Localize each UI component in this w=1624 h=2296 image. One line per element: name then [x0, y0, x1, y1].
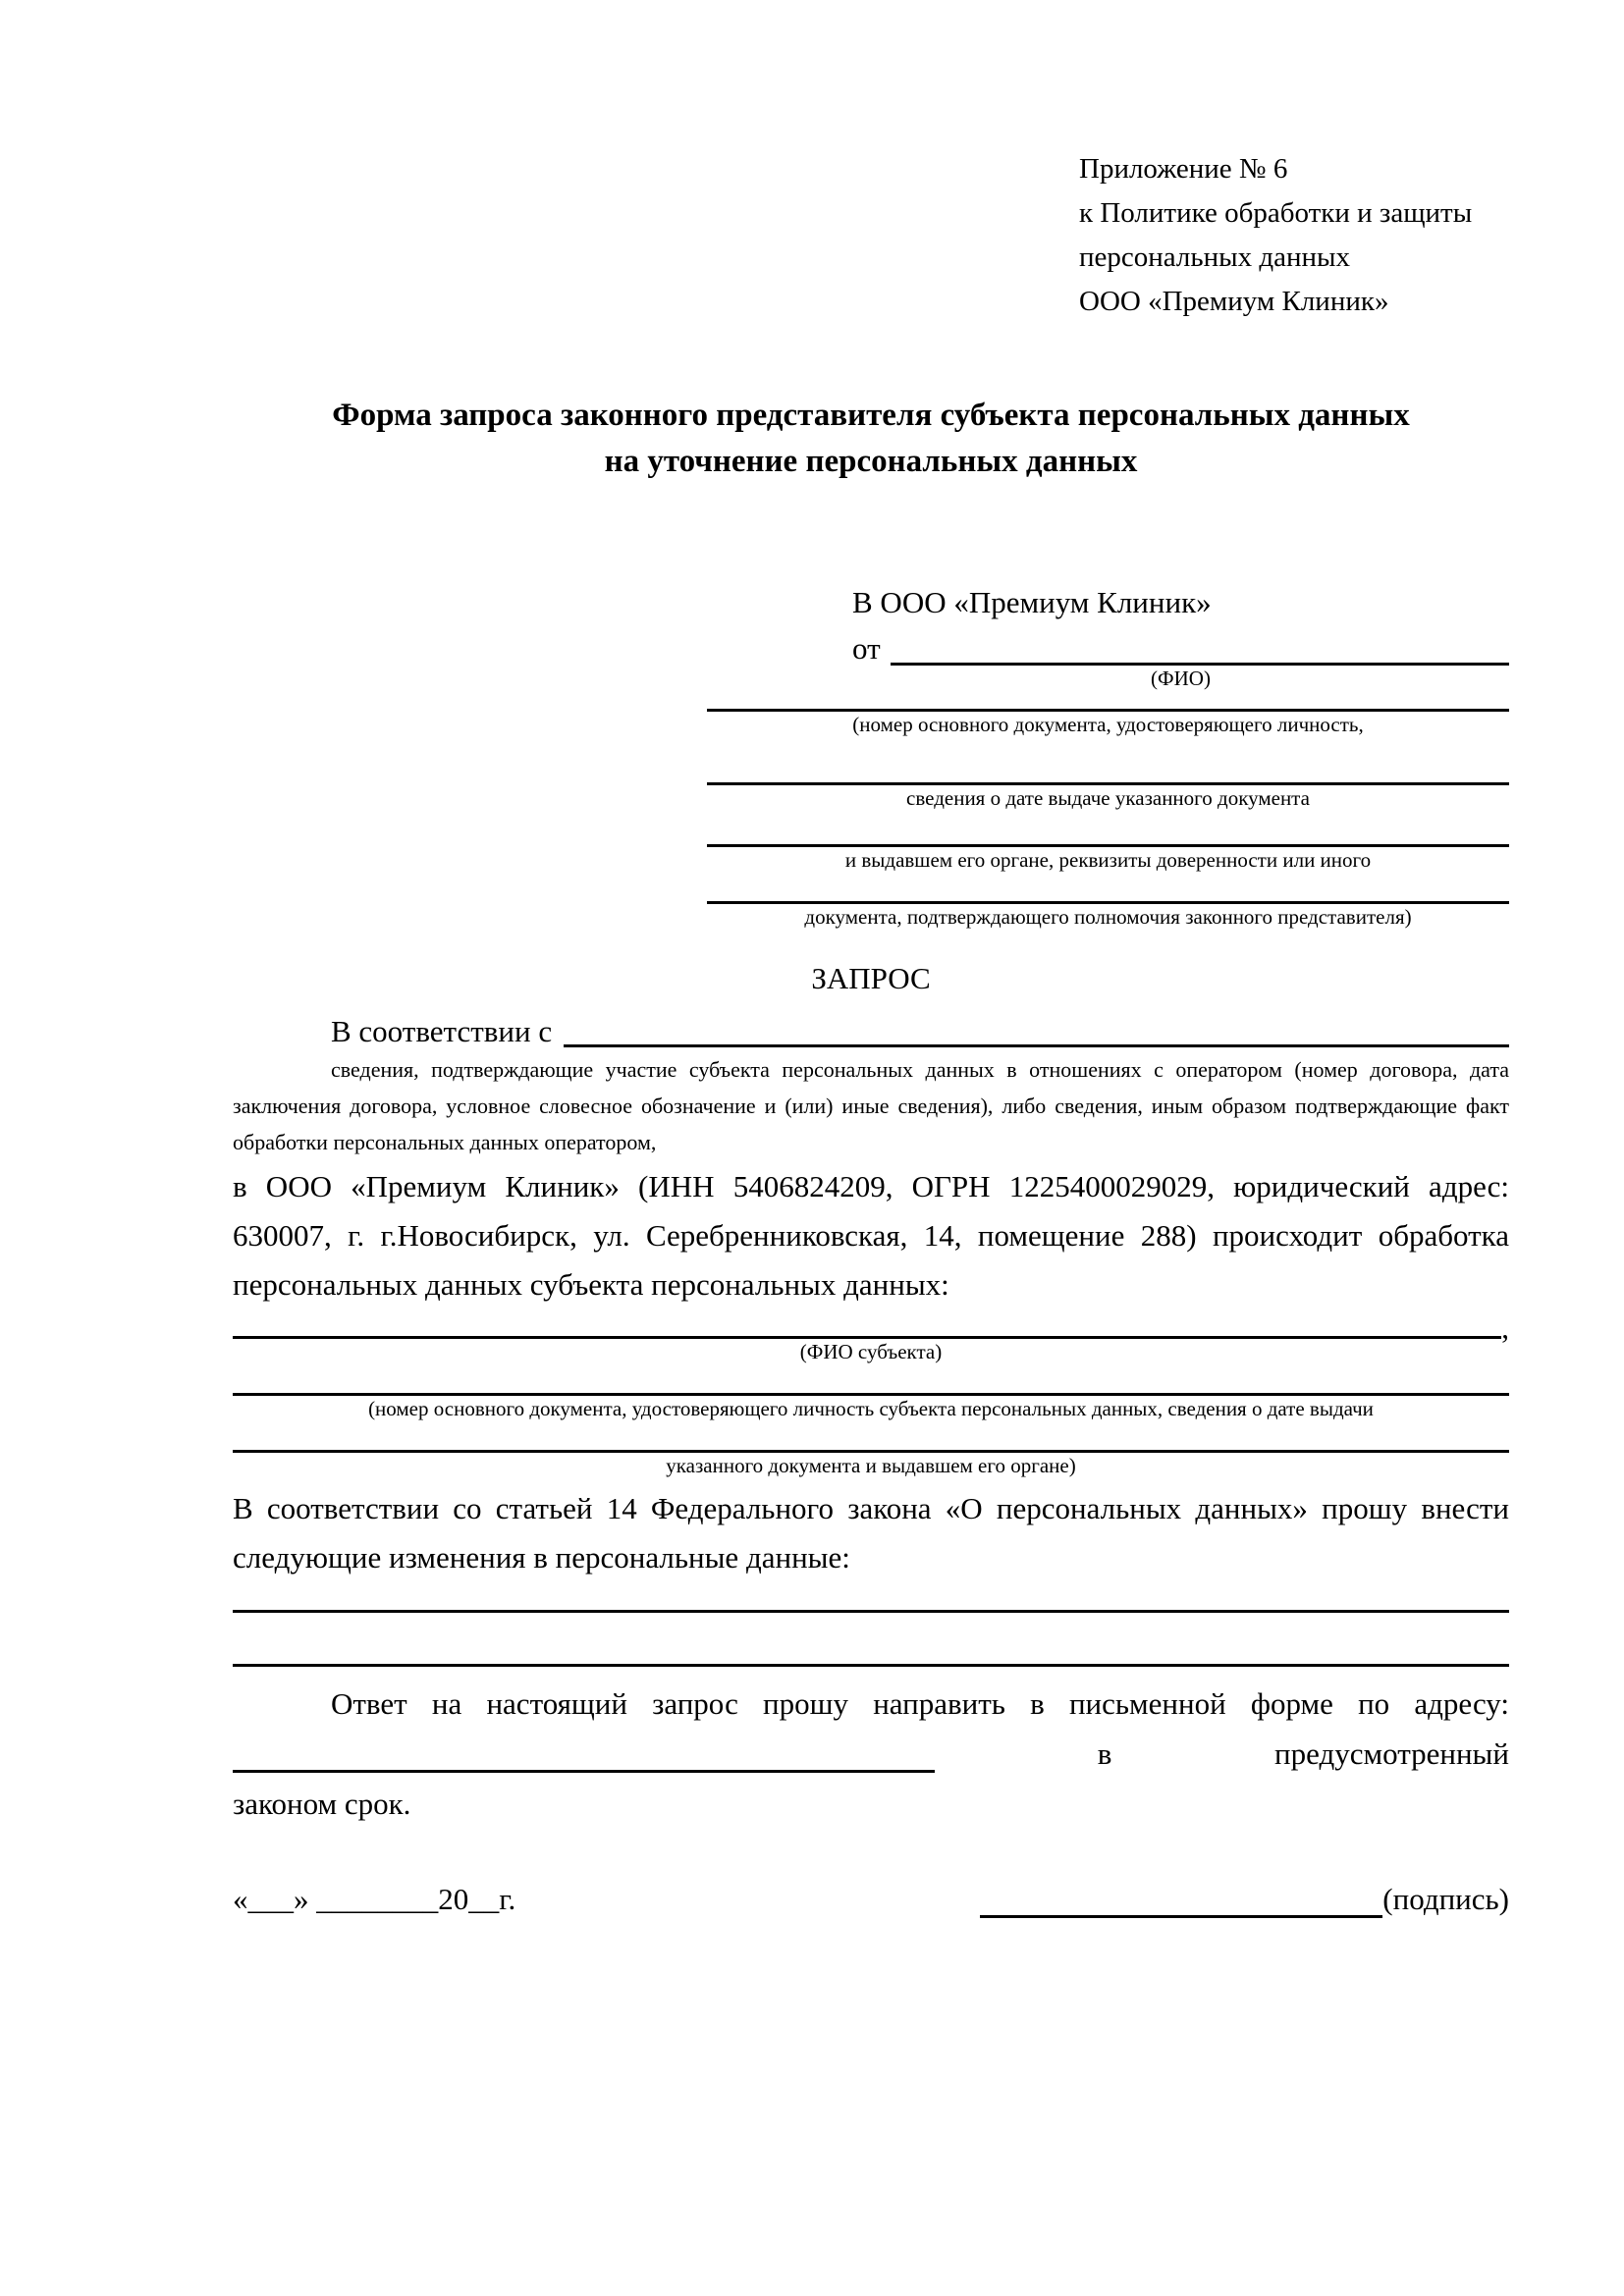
appendix-line-4: ООО «Премиум Клиник» — [1079, 286, 1389, 317]
response-address-blank-line — [233, 1770, 935, 1773]
addressee-from-row — [707, 626, 1509, 666]
subject-fio-row — [233, 1310, 1509, 1345]
response-word-2: предусмотренный — [1274, 1736, 1509, 1771]
operator-paragraph: в ООО «Премиум Клиник» (ИНН 5406824209, ОГРН 1225400029029, юридический адрес: 630007, г. г.Новосибирск, ул. Серебренниковская, 14, помещение 288) происходит обработка персональных данных субъекта персональных данных: — [233, 1169, 1509, 1302]
signature-group — [980, 1881, 1509, 1918]
signature-blank-line — [980, 1915, 1382, 1918]
addressee-block — [707, 579, 1509, 930]
response-address-row — [233, 1730, 1509, 1773]
amendment-blank-line-2 — [233, 1664, 1509, 1667]
response-line-1: Ответ на настоящий запрос прошу направить в письменной форме по адресу: — [331, 1686, 1509, 1721]
appendix-line-2: к Политике обработки и защиты — [1079, 197, 1473, 229]
subject-fio-caption: (ФИО субъекта) — [799, 1340, 943, 1363]
appendix-block — [1079, 147, 1509, 324]
signature-caption: (подпись) — [1382, 1882, 1509, 1916]
from-label: от — [852, 631, 881, 666]
amendment-paragraph: В соответствии со статьей 14 Федерального закона «О персональных данных» прошу внести следующие изменения в персональные данные: — [233, 1491, 1509, 1575]
accordance-lead: В соответствии с — [331, 1014, 553, 1048]
document-title-line-1: Форма запроса законного представителя субъекта персональных данных — [332, 398, 1410, 433]
document-title-line-2: на уточнение персональных данных — [604, 444, 1138, 479]
operator-note: сведения, подтверждающие участие субъекта персональных данных в отношениях с оператором (номер договора, дата заключения договора, условное словесное обозначение и (или) иные сведения), либо сведения, иным образом подтверждающие факт обработки персональных данных оператором, — [233, 1057, 1509, 1154]
subject-doc-caption-1: (номер основного документа, удостоверяющего личность субъекта персональных данных, сведения о дате выдачи — [368, 1397, 1374, 1420]
issue-date-caption: сведения о дате выдаче указанного документа — [906, 786, 1310, 810]
appendix-line-1: Приложение № 6 — [1079, 153, 1288, 185]
subject-doc-caption-2: указанного документа и выдавшем его органе) — [666, 1454, 1076, 1477]
accordance-row — [233, 1010, 1509, 1047]
accordance-blank-line — [564, 1044, 1509, 1047]
trailing-comma: , — [1501, 1310, 1509, 1345]
amendment-blank-line-1 — [233, 1610, 1509, 1613]
addressee-to: В ООО «Премиум Клиник» — [852, 585, 1212, 619]
issuing-authority-caption: и выдавшем его органе, реквизиты доверенности или иного — [844, 848, 1372, 872]
document-content — [233, 0, 1509, 1918]
date-signature-row — [233, 1881, 1509, 1918]
authority-doc-caption: документа, подтверждающего полномочия законного представителя) — [804, 905, 1412, 929]
response-line-3: законом срок. — [233, 1787, 411, 1821]
request-heading: ЗАПРОС — [811, 961, 931, 995]
response-word-1: в — [1097, 1736, 1112, 1771]
fio-caption: (ФИО) — [1151, 667, 1211, 690]
document-title — [233, 393, 1509, 485]
doc-number-caption: (номер основного документа, удостоверяющего личность, — [852, 713, 1364, 736]
date-field: «___» ________20__г. — [233, 1882, 516, 1916]
appendix-line-3: персональных данных — [1079, 241, 1351, 273]
